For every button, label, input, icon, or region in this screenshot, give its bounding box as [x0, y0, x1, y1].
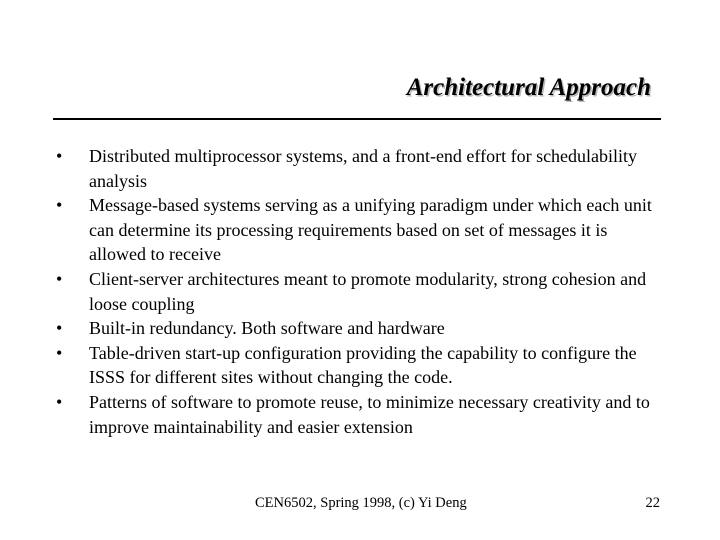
bullet-text: Patterns of software to promote reuse, to minimize necessary creativity and to improve maintainability and easier extension	[89, 391, 650, 437]
bullet-text: Built-in redundancy. Both software and hardware	[89, 318, 445, 339]
bullet-icon: •	[56, 391, 63, 412]
bullet-item	[56, 144, 666, 193]
bullet-text: Message-based systems serving as a unifying paradigm under which each unit can determine its processing requirements based on set of messages it is allowed to receive	[89, 195, 652, 265]
bullet-item	[56, 390, 666, 439]
bullet-item	[56, 267, 666, 316]
bullet-item	[56, 316, 666, 341]
bullet-icon: •	[56, 318, 63, 339]
bullet-icon: •	[56, 146, 63, 166]
title-divider	[53, 118, 661, 120]
bullet-item	[56, 341, 666, 390]
footer-text: CEN6502, Spring 1998, (c) Yi Deng	[255, 495, 467, 511]
bullet-list	[56, 144, 666, 439]
page-number: 22	[645, 495, 660, 511]
bullet-icon: •	[56, 342, 63, 363]
bullet-icon: •	[56, 195, 63, 216]
bullet-text: Client-server architectures meant to promote modularity, strong cohesion and loose coupling	[89, 268, 647, 314]
slide-title: Architectural Approach	[406, 74, 651, 101]
bullet-item	[56, 193, 666, 267]
bullet-icon: •	[56, 268, 63, 289]
bullet-text: Table-driven start-up configuration providing the capability to configure the ISSS for different sites without changing the code.	[89, 342, 637, 388]
bullet-text: Distributed multiprocessor systems, and a front-end effort for schedulability analysis	[89, 146, 638, 191]
